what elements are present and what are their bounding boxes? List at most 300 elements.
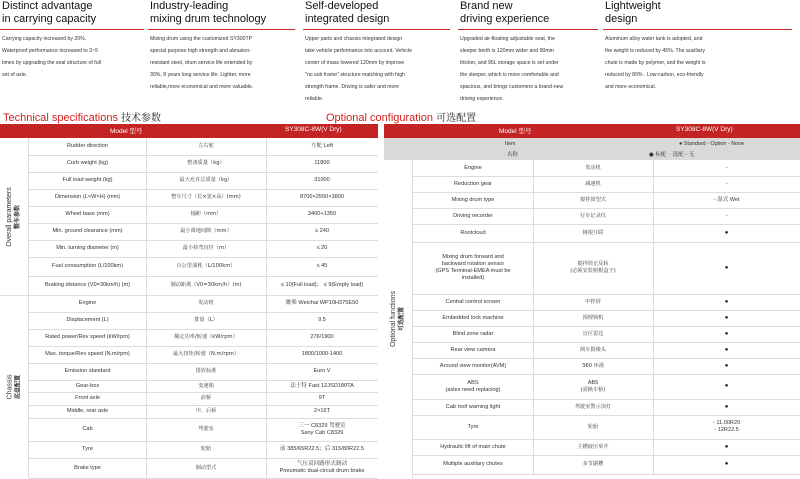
feature-divider bbox=[303, 29, 450, 30]
option-name-zh bbox=[533, 439, 653, 455]
column-divider bbox=[146, 276, 147, 295]
option-value bbox=[653, 310, 800, 326]
feature-driving-experience bbox=[458, 0, 606, 108]
feature-text: center of mass lowered 120mm by improve bbox=[305, 60, 405, 66]
spec-value-line: 8700×2550×3800 bbox=[300, 194, 344, 200]
feature-divider bbox=[148, 29, 295, 30]
spec-name-zh: 额定功率/转速（kW/rpm） bbox=[174, 334, 238, 340]
option-value-line: ◦ 11.00R20 bbox=[712, 420, 741, 426]
option-value-line: ● bbox=[724, 229, 729, 236]
option-name-en bbox=[413, 415, 533, 439]
table-row bbox=[29, 312, 378, 330]
feature-text: and more economical. bbox=[605, 84, 657, 90]
option-name-en bbox=[413, 242, 533, 294]
column-divider bbox=[653, 439, 654, 455]
spec-value-line: Pneumatic dual-circuit drum brake bbox=[279, 468, 365, 474]
spec-value-line: Euro V bbox=[313, 368, 331, 374]
table-row bbox=[29, 346, 378, 364]
table-row bbox=[413, 176, 800, 193]
option-name-en bbox=[413, 192, 533, 208]
option-name-en bbox=[413, 208, 533, 224]
spec-value-line: ≤ 20 bbox=[316, 245, 328, 251]
column-divider bbox=[266, 380, 267, 392]
spec-value bbox=[266, 206, 378, 223]
option-value-line: - bbox=[725, 164, 728, 171]
feature-title: Brand new driving experience bbox=[460, 0, 550, 25]
table-row bbox=[413, 294, 800, 311]
table-row bbox=[413, 192, 800, 209]
feature-text: resistant steel, drum service life extended by bbox=[150, 60, 253, 66]
column-divider bbox=[533, 415, 534, 439]
table-row bbox=[413, 415, 800, 440]
option-value-line: ◦ 12R22.5 bbox=[714, 427, 739, 433]
spec-name-en: Full load weight (kg) bbox=[62, 177, 113, 183]
option-name-line: 树根互联 bbox=[582, 229, 604, 236]
option-value bbox=[653, 374, 800, 399]
column-divider bbox=[266, 441, 267, 458]
option-name-line: Central control screen bbox=[445, 298, 501, 305]
table-row bbox=[29, 240, 378, 258]
column-divider bbox=[146, 441, 147, 458]
feature-strip bbox=[0, 0, 800, 108]
column-divider bbox=[146, 138, 147, 155]
feature-title: Distinct advantage in carrying capacity bbox=[2, 0, 97, 25]
option-name-line: 预埋锁机 bbox=[582, 314, 604, 321]
feature-text: the sleeper, which is more comfortable and bbox=[460, 72, 559, 78]
table-row bbox=[413, 374, 800, 400]
column-divider bbox=[653, 242, 654, 294]
spec-value bbox=[266, 458, 378, 478]
column-divider bbox=[266, 172, 267, 189]
spec-value bbox=[266, 329, 378, 346]
column-divider bbox=[533, 374, 534, 399]
spec-value bbox=[266, 405, 378, 418]
spec-name-en: Max. torque/Rev speed (N.m/rpm) bbox=[45, 351, 130, 357]
column-divider bbox=[146, 329, 147, 346]
group-overall-parameters: Overall parameters 整车参数 bbox=[0, 138, 28, 296]
column-divider bbox=[146, 206, 147, 223]
feature-text: reliable. bbox=[305, 96, 324, 102]
spec-name-zh: 百公里油耗（L/100km） bbox=[176, 263, 236, 269]
feature-text: Upgraded air-floating adjustable seat, the bbox=[460, 36, 555, 42]
feature-text: "no sub frame" structure matching with high bbox=[305, 72, 405, 78]
column-divider bbox=[146, 189, 147, 206]
spec-name-zh: 最小离地间隙（mm） bbox=[180, 228, 232, 234]
column-divider bbox=[266, 276, 267, 295]
feature-text: chute is made by polymer, and the weight is bbox=[605, 60, 706, 66]
column-divider bbox=[533, 176, 534, 192]
column-divider bbox=[653, 358, 654, 374]
spec-name-zh: 变速箱 bbox=[198, 382, 214, 389]
spec-value-line: Sany Cab C8329 bbox=[300, 429, 344, 436]
option-name-line: ABS bbox=[587, 379, 599, 386]
spec-value-line: ≤ 10(Full load)； ≤ 9(Empty load) bbox=[280, 282, 364, 288]
column-divider bbox=[266, 240, 267, 257]
option-value bbox=[653, 455, 800, 474]
option-name-zh bbox=[533, 208, 653, 224]
spec-value bbox=[266, 138, 378, 155]
option-value bbox=[653, 208, 800, 224]
column-divider bbox=[266, 257, 267, 276]
spec-value bbox=[266, 363, 378, 380]
spec-name-zh: 排放标准 bbox=[195, 368, 217, 374]
column-divider bbox=[146, 405, 147, 418]
column-divider bbox=[653, 192, 654, 208]
option-name-line: Reduction gear bbox=[454, 180, 492, 187]
table-row bbox=[29, 257, 378, 277]
column-divider bbox=[653, 455, 654, 474]
option-name-line: Rear view camera bbox=[450, 346, 496, 353]
table-row bbox=[413, 242, 800, 295]
option-value bbox=[653, 399, 800, 415]
table-row bbox=[29, 172, 378, 190]
table-row bbox=[29, 363, 378, 381]
spec-name-en: Engine bbox=[78, 300, 97, 306]
spec-name-zh: 轴距（mm） bbox=[190, 211, 222, 217]
spec-name-zh: 驾驶室 bbox=[198, 426, 214, 432]
spec-value bbox=[266, 276, 378, 295]
column-divider bbox=[533, 310, 534, 326]
option-name-line: 360 环视 bbox=[582, 362, 604, 369]
feature-text: times by upgrading the seal structure of full bbox=[2, 60, 101, 66]
table-row bbox=[29, 206, 378, 224]
option-name-line: (GPS Terminal-EMEA must be bbox=[435, 268, 511, 274]
option-value-line: - bbox=[725, 212, 728, 219]
table-row bbox=[413, 399, 800, 416]
spec-value-line: 9T bbox=[318, 395, 326, 401]
feature-text: sleeper berth is 120mm wider and 90mm bbox=[460, 48, 554, 54]
column-divider bbox=[146, 240, 147, 257]
option-value-line: ● bbox=[724, 383, 729, 389]
option-name-zh bbox=[533, 455, 653, 474]
tech-spec-table bbox=[0, 124, 378, 478]
option-name-line: Hydraulic lift of main chute bbox=[440, 443, 506, 450]
spec-value bbox=[266, 295, 378, 312]
feature-mixing-drum bbox=[148, 0, 303, 108]
option-name-zh bbox=[533, 415, 653, 439]
column-divider bbox=[533, 242, 534, 294]
spec-name-zh: 制动型式 bbox=[195, 464, 217, 471]
option-value bbox=[653, 326, 800, 342]
spec-value-line: 三一 C8329 驾驶室 bbox=[298, 422, 346, 429]
column-divider bbox=[146, 346, 147, 363]
spec-value-line: 法士特 Fast 12JSD180TA bbox=[290, 382, 354, 389]
spec-name-en: Min. turning diameter (m) bbox=[56, 245, 119, 251]
column-divider bbox=[266, 223, 267, 240]
option-name-line: Around view monitor(AVM) bbox=[439, 362, 507, 369]
option-name-zh bbox=[533, 310, 653, 326]
table-row bbox=[29, 276, 378, 296]
option-value-line: ● bbox=[724, 314, 729, 321]
spec-name-zh: 发动机 bbox=[198, 300, 214, 306]
option-name-line: Driving recorder bbox=[453, 212, 493, 219]
option-name-line: Mixing drum forward and bbox=[442, 254, 504, 260]
spec-value bbox=[266, 155, 378, 172]
option-name-en bbox=[413, 326, 533, 342]
option-name-zh bbox=[533, 342, 653, 358]
spec-value-line: 9.5 bbox=[318, 317, 326, 323]
option-value-line: ● bbox=[724, 461, 729, 467]
option-name-line: 搅拌筒型式 bbox=[580, 196, 606, 203]
option-value-line: ● bbox=[724, 443, 729, 450]
spec-value bbox=[266, 312, 378, 329]
table-row bbox=[413, 358, 800, 375]
option-value-line: ● bbox=[724, 403, 729, 410]
table-row bbox=[413, 310, 800, 327]
spec-value bbox=[266, 172, 378, 189]
option-name-en bbox=[413, 358, 533, 374]
option-name-zh bbox=[533, 160, 653, 176]
feature-text: reduced by 80% . Low-carbon, eco-friendly bbox=[605, 72, 704, 78]
column-divider bbox=[653, 310, 654, 326]
option-name-line: 行车记录仪 bbox=[580, 212, 606, 219]
column-divider bbox=[266, 189, 267, 206]
column-divider bbox=[146, 458, 147, 478]
tech-spec-heading: Technical specifications 技术参数 bbox=[3, 112, 162, 124]
option-value bbox=[653, 242, 800, 294]
option-value bbox=[653, 342, 800, 358]
option-name-line: Mixing drum type bbox=[451, 196, 495, 203]
option-value bbox=[653, 192, 800, 208]
spec-name-en: Braking distance (V0=30km/h) (m) bbox=[44, 282, 131, 288]
column-divider bbox=[653, 399, 654, 415]
feature-integrated-design bbox=[303, 0, 458, 108]
optional-table-header bbox=[384, 124, 800, 138]
option-name-line: Tyre bbox=[467, 423, 479, 430]
feature-divider bbox=[603, 29, 792, 30]
table-row bbox=[29, 138, 378, 156]
column-divider bbox=[146, 392, 147, 405]
spec-name-en: Rudder direction bbox=[66, 143, 109, 149]
option-value-line: ● bbox=[724, 330, 729, 337]
spec-value-line: 前 385/65R22.5；后 315/80R22.5 bbox=[280, 446, 364, 452]
column-divider bbox=[533, 224, 534, 242]
spec-value-line: 11800 bbox=[314, 160, 330, 166]
optional-config-table bbox=[384, 124, 800, 478]
table-row bbox=[413, 342, 800, 359]
spec-name-en: Middle, rear axle bbox=[66, 408, 109, 414]
option-value bbox=[653, 439, 800, 455]
feature-divider bbox=[0, 29, 144, 30]
column-divider bbox=[266, 312, 267, 329]
table-row bbox=[29, 405, 378, 419]
column-divider bbox=[266, 329, 267, 346]
option-name-line: Rootcloud bbox=[460, 229, 486, 236]
option-value bbox=[653, 415, 800, 439]
spec-value bbox=[266, 223, 378, 240]
feature-text: spacious, and brings customers a brand-new bbox=[460, 84, 564, 90]
spec-name-en: Displacement (L) bbox=[66, 317, 109, 323]
spec-value-line: ≤ 45 bbox=[316, 263, 328, 269]
column-divider bbox=[266, 155, 267, 172]
option-name-line: backward rotation sensor bbox=[441, 261, 505, 267]
spec-name-en: Curb weight (kg) bbox=[66, 160, 109, 166]
table-row bbox=[29, 189, 378, 207]
feature-title: Self-developed integrated design bbox=[305, 0, 390, 25]
spec-name-en: Emission standard bbox=[64, 368, 111, 374]
option-value bbox=[653, 294, 800, 310]
feature-text: driving experience. bbox=[460, 96, 504, 102]
column-divider bbox=[146, 312, 147, 329]
feature-text: set of axle. bbox=[2, 72, 28, 78]
option-name-line: ABS bbox=[467, 379, 479, 386]
model-value: SY308C-8W(V Dry) bbox=[285, 126, 342, 133]
option-name-line: Cab roof warning light bbox=[445, 403, 501, 410]
column-divider bbox=[653, 342, 654, 358]
column-divider bbox=[653, 160, 654, 176]
option-value-line: ◦ 湿式 Wet bbox=[713, 196, 740, 203]
spec-name-zh: 最小转弯直径（m） bbox=[182, 245, 230, 251]
spec-name-zh: 最大扭矩/转速（N.m/rpm） bbox=[172, 351, 240, 357]
option-name-line: 减速机 bbox=[585, 180, 601, 187]
spec-value bbox=[266, 189, 378, 206]
option-name-zh bbox=[533, 399, 653, 415]
spec-value bbox=[266, 346, 378, 363]
item-label: Item bbox=[505, 141, 516, 147]
feature-text: strength frame. Driving is safer and more bbox=[305, 84, 399, 90]
table-row bbox=[29, 458, 378, 479]
column-divider bbox=[653, 294, 654, 310]
table-row bbox=[29, 329, 378, 347]
spec-name-zh: 排量（L） bbox=[194, 317, 218, 323]
spec-value-line: 左舵 Left bbox=[310, 143, 334, 149]
column-divider bbox=[146, 223, 147, 240]
option-name-line: 发动机 bbox=[585, 164, 601, 171]
column-divider bbox=[266, 206, 267, 223]
option-name-line: Engine bbox=[464, 164, 482, 171]
option-name-en bbox=[413, 455, 533, 474]
option-name-en bbox=[413, 294, 533, 310]
model-label: Model 型号 bbox=[499, 128, 532, 135]
option-value bbox=[653, 160, 800, 176]
option-name-line: 多节副槽 bbox=[582, 461, 604, 467]
spec-name-en: Tyre bbox=[82, 446, 93, 452]
spec-value bbox=[266, 240, 378, 257]
model-label: Model 型号 bbox=[110, 128, 143, 135]
option-name-line: Blind zone radar bbox=[452, 330, 494, 337]
legend-key-zh: ● 标配 ◦ 选配 - 无 bbox=[649, 152, 695, 158]
table-row bbox=[29, 441, 378, 459]
option-name-line: (axles need replacing) bbox=[445, 386, 501, 393]
option-name-zh bbox=[533, 176, 653, 192]
item-label-zh: 名称 bbox=[507, 152, 518, 158]
spec-name-en: Front axle bbox=[75, 395, 100, 401]
feature-text: reliable,more economical and more valuable. bbox=[150, 84, 254, 90]
table-row bbox=[413, 208, 800, 225]
model-value: SY308C-8W(V Dry) bbox=[676, 126, 733, 133]
spec-name-en: Gear-box bbox=[75, 382, 100, 389]
spec-name-zh: 最大允许总质量（kg） bbox=[179, 177, 233, 183]
feature-title: Lightweight design bbox=[605, 0, 661, 25]
column-divider bbox=[146, 363, 147, 380]
column-divider bbox=[653, 326, 654, 342]
column-divider bbox=[266, 392, 267, 405]
option-name-line: 驾驶室警示顶灯 bbox=[574, 403, 612, 410]
column-divider bbox=[266, 138, 267, 155]
column-divider bbox=[266, 346, 267, 363]
table-row bbox=[29, 223, 378, 241]
option-name-en bbox=[413, 439, 533, 455]
option-name-zh bbox=[533, 192, 653, 208]
column-divider bbox=[533, 342, 534, 358]
column-divider bbox=[146, 418, 147, 441]
column-divider bbox=[266, 295, 267, 312]
column-divider bbox=[266, 405, 267, 418]
option-value-line: ● bbox=[724, 362, 729, 369]
option-name-line: installed) bbox=[461, 275, 485, 281]
option-name-zh bbox=[533, 326, 653, 342]
feature-divider bbox=[458, 29, 598, 30]
spec-value bbox=[266, 380, 378, 392]
group-chassis: Chassis 底盘配置 bbox=[6, 374, 21, 399]
option-name-zh bbox=[533, 224, 653, 242]
table-row bbox=[413, 160, 800, 177]
spec-value-line: 潍柴 Weichai WP10H375E50 bbox=[285, 300, 359, 306]
feature-text: Carrying capacity increased by 20%. bbox=[2, 36, 87, 42]
feature-text: take vehicle performance into account. Vehicle bbox=[305, 48, 412, 54]
column-divider bbox=[653, 208, 654, 224]
column-divider bbox=[533, 294, 534, 310]
column-divider bbox=[533, 439, 534, 455]
spec-name-en: Rated power/Rev speed (kW/rpm) bbox=[45, 334, 130, 340]
column-divider bbox=[146, 172, 147, 189]
column-divider bbox=[266, 363, 267, 380]
option-name-line: Embedded lock machine bbox=[442, 314, 504, 321]
column-divider bbox=[533, 358, 534, 374]
option-name-line: Multiple auxiliary chutes bbox=[443, 461, 503, 467]
legend-band bbox=[384, 138, 800, 160]
legend-key: ● Standard ◦ Option - None bbox=[679, 141, 745, 147]
spec-value bbox=[266, 257, 378, 276]
tech-table-header bbox=[0, 124, 378, 138]
feature-title: Industry-leading mixing drum technology bbox=[150, 0, 267, 25]
spec-value-line: 1800/1000-1400 bbox=[301, 351, 343, 357]
feature-text: 30%, 8 years long service life. Lighter, more bbox=[150, 72, 251, 78]
option-name-line: 主槽液压举升 bbox=[577, 443, 609, 450]
column-divider bbox=[533, 455, 534, 474]
option-name-line: 盲区雷达 bbox=[582, 330, 604, 337]
spec-value-line: ≥ 240 bbox=[315, 228, 329, 234]
spec-name-zh: 制动距离（V0=30km/h）(m) bbox=[170, 282, 242, 288]
option-name-line: (必须安装树根盒子) bbox=[570, 268, 616, 274]
column-divider bbox=[653, 176, 654, 192]
spec-name-zh: 轮胎 bbox=[200, 446, 212, 452]
column-divider bbox=[653, 224, 654, 242]
spec-name-zh: 左右舵 bbox=[198, 143, 214, 149]
option-name-en bbox=[413, 160, 533, 176]
spec-value-line: 气压双回路形式制动 bbox=[296, 461, 348, 467]
table-row bbox=[29, 155, 378, 173]
option-name-line: 中控屏 bbox=[585, 298, 601, 305]
option-value-line: ● bbox=[724, 346, 729, 353]
spec-value-line: 3400+1350 bbox=[307, 211, 337, 217]
option-name-en bbox=[413, 374, 533, 399]
option-name-line: 搅拌筒正反转 bbox=[577, 261, 609, 267]
spec-name-en: Dimension (L×W×H) (mm) bbox=[54, 194, 121, 200]
spec-name-zh: 整车尺寸（长×宽×高）(mm) bbox=[171, 194, 241, 200]
column-divider bbox=[653, 415, 654, 439]
feature-text: the weight is reduced by 45%. The auxiliary bbox=[605, 48, 705, 54]
spec-name-en: Min. ground clearance (mm) bbox=[52, 228, 123, 234]
table-row bbox=[29, 418, 378, 442]
feature-text: special purpose high strength and abrasion- bbox=[150, 48, 251, 54]
option-name-en bbox=[413, 224, 533, 242]
option-name-line: 轮胎 bbox=[587, 423, 599, 430]
option-value-line: ● bbox=[724, 264, 729, 271]
spec-value bbox=[266, 441, 378, 458]
column-divider bbox=[533, 160, 534, 176]
spec-value-line: 276/1900 bbox=[310, 334, 334, 340]
